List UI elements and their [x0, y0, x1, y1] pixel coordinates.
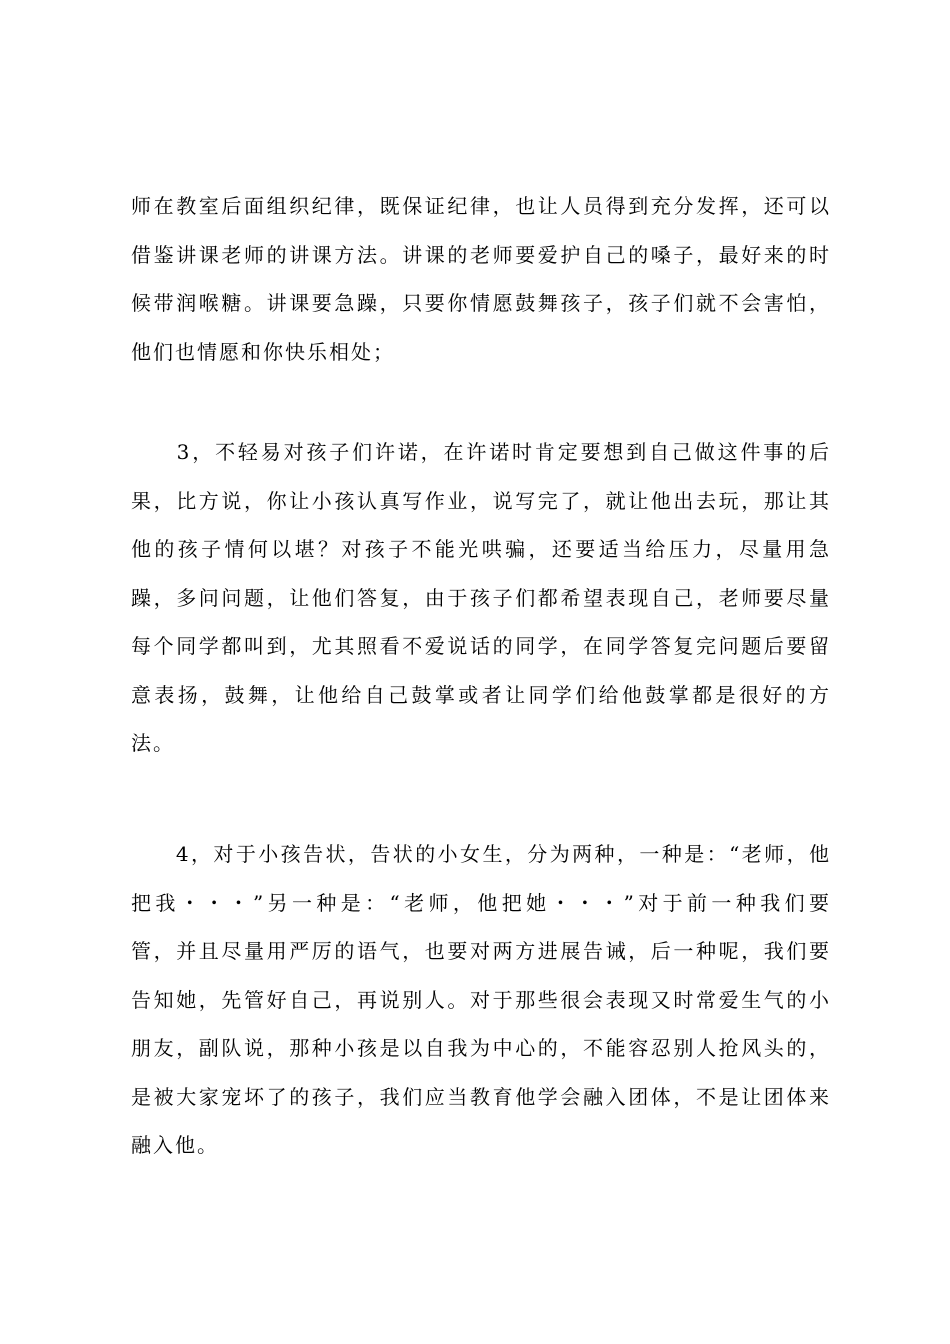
text-line: 是被大家宠坏了的孩子，我们应当教育他学会融入团体，不是让团体来	[131, 1084, 831, 1109]
text-line: 每个同学都叫到，尤其照看不爱说话的同学，在同学答复完问题后要留	[131, 634, 831, 658]
text-line: 法。	[131, 731, 175, 755]
text-line: 候带润喉糖。讲课要急躁，只要你情愿鼓舞孩子，孩子们就不会害怕，	[131, 291, 831, 315]
text-line: 把我・・・”另一种是：“老师，他把她・・・”对于前一种我们要	[131, 890, 831, 915]
paragraph-3	[131, 830, 831, 1170]
text-line: 管，并且尽量用严厉的语气，也要对两方进展告诫，后一种呢，我们要	[131, 939, 831, 963]
paragraph-1	[131, 182, 831, 376]
text-line: 躁，多问问题，让他们答复，由于孩子们都希望表现自己，老师要尽量	[131, 585, 831, 610]
text-line: 4，对于小孩告状，告状的小女生，分为两种，一种是：“老师，他	[131, 842, 831, 866]
paragraph-2	[131, 428, 831, 768]
text-line: 他的孩子情何以堪？对孩子不能光哄骗，还要适当给压力，尽量用急	[131, 537, 831, 561]
text-line: 他们也情愿和你快乐相处；	[131, 339, 395, 364]
text-line: 融入他。	[131, 1133, 219, 1157]
text-line: 告知她，先管好自己，再说别人。对于那些很会表现又时常爱生气的小	[131, 987, 831, 1012]
text-line: 借鉴讲课老师的讲课方法。讲课的老师要爱护自己的嗓子，最好来的时	[131, 242, 831, 267]
text-line: 师在教室后面组织纪律，既保证纪律，也让人员得到充分发挥，还可以	[131, 194, 831, 218]
text-line: 3，不轻易对孩子们许诺，在许诺时肯定要想到自己做这件事的后	[131, 440, 831, 464]
text-line: 果，比方说，你让小孩认真写作业，说写完了，就让他出去玩，那让其	[131, 488, 831, 513]
text-line: 朋友，副队说，那种小孩是以自我为中心的，不能容忍别人抢风头的，	[131, 1036, 831, 1060]
text-line: 意表扬，鼓舞，让他给自己鼓掌或者让同学们给他鼓掌都是很好的方	[131, 682, 831, 707]
